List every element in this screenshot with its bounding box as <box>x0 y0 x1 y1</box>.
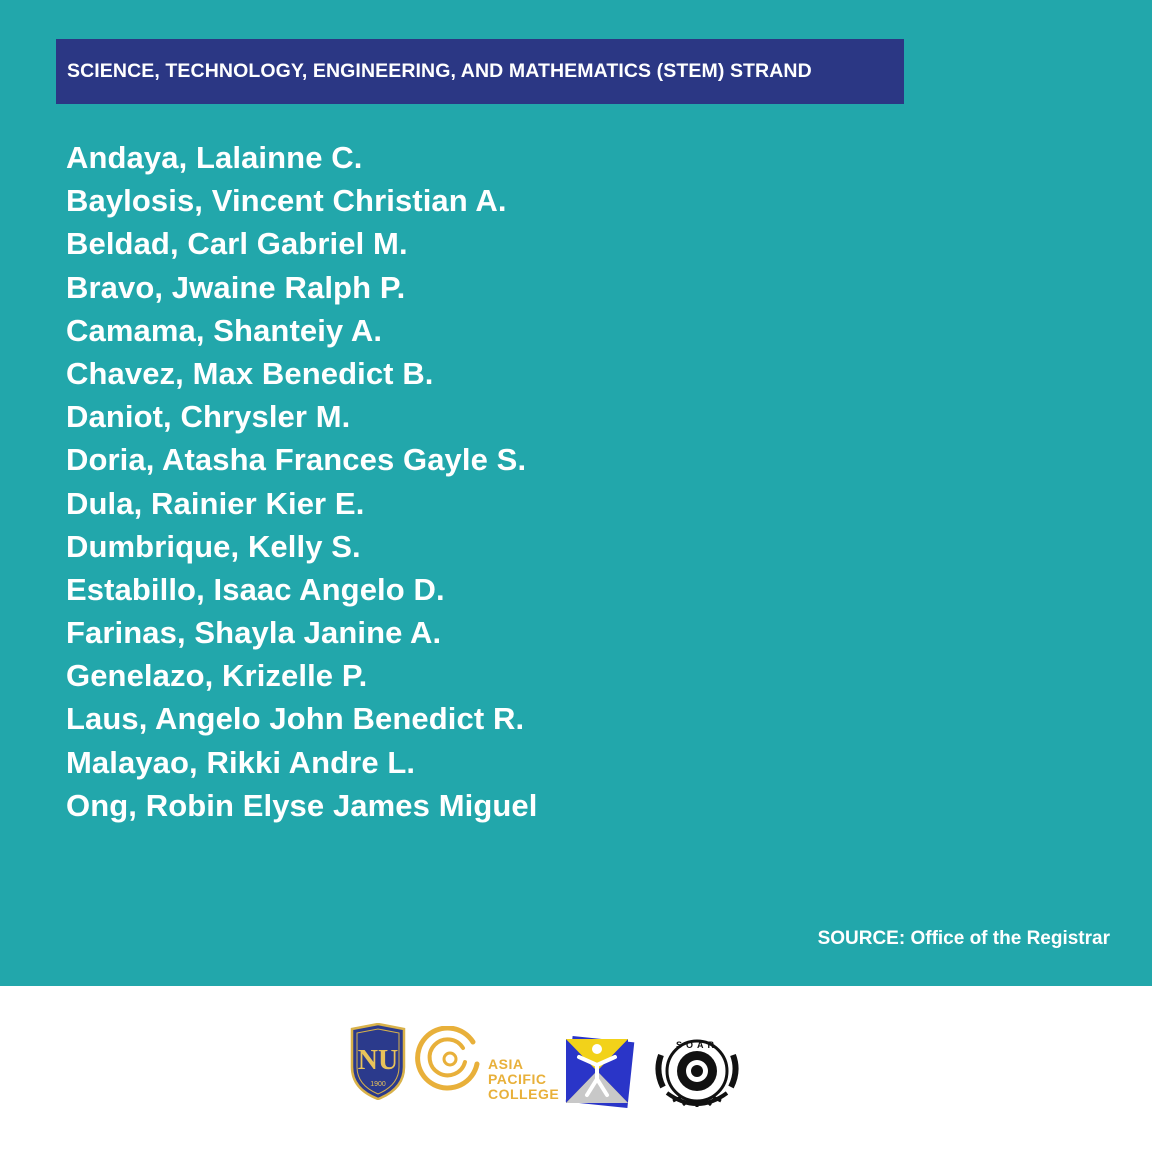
name-item: Bravo, Jwaine Ralph P. <box>66 269 406 305</box>
name-item: Doria, Atasha Frances Gayle S. <box>66 442 527 478</box>
apc-line3: COLLEGE <box>488 1086 560 1102</box>
name-item: Genelazo, Krizelle P. <box>66 658 368 694</box>
name-item: Laus, Angelo John Benedict R. <box>66 701 525 737</box>
name-item: Malayao, Rikki Andre L. <box>66 744 416 780</box>
soar-emblem-logo <box>653 1035 741 1113</box>
name-item: Estabillo, Isaac Angelo D. <box>66 571 445 607</box>
name-item: Ong, Robin Elyse James Miguel <box>66 787 538 823</box>
name-item: Daniot, Chrysler M. <box>66 399 351 435</box>
apc-swirl-logo <box>415 1026 487 1092</box>
apc-line1: ASIA <box>488 1056 524 1072</box>
name-item: Beldad, Carl Gabriel M. <box>66 226 408 262</box>
strand-banner <box>56 39 904 104</box>
apc-wordmark <box>488 1057 559 1102</box>
apc-line2: PACIFIC <box>488 1071 547 1087</box>
soar-text: SOAR <box>675 1040 719 1050</box>
name-item: Dumbrique, Kelly S. <box>66 528 361 564</box>
strand-title: SCIENCE, TECHNOLOGY, ENGINEERING, AND MATHEMATICS (STEM) STRAND <box>67 60 812 82</box>
nu-year: 1900 <box>370 1081 386 1088</box>
name-item: Chavez, Max Benedict B. <box>66 355 434 391</box>
names-list <box>66 136 537 827</box>
name-item: Farinas, Shayla Janine A. <box>66 615 442 651</box>
source-note: SOURCE: Office of the Registrar <box>817 928 1110 949</box>
name-item: Baylosis, Vincent Christian A. <box>66 183 507 219</box>
name-item: Andaya, Lalainne C. <box>66 140 363 175</box>
name-item: Dula, Rainier Kier E. <box>66 485 365 521</box>
nu-letters: NU <box>357 1045 399 1076</box>
student-figure-logo <box>563 1035 635 1109</box>
nu-shield-logo <box>348 1023 408 1100</box>
name-item: Camama, Shanteiy A. <box>66 312 383 348</box>
